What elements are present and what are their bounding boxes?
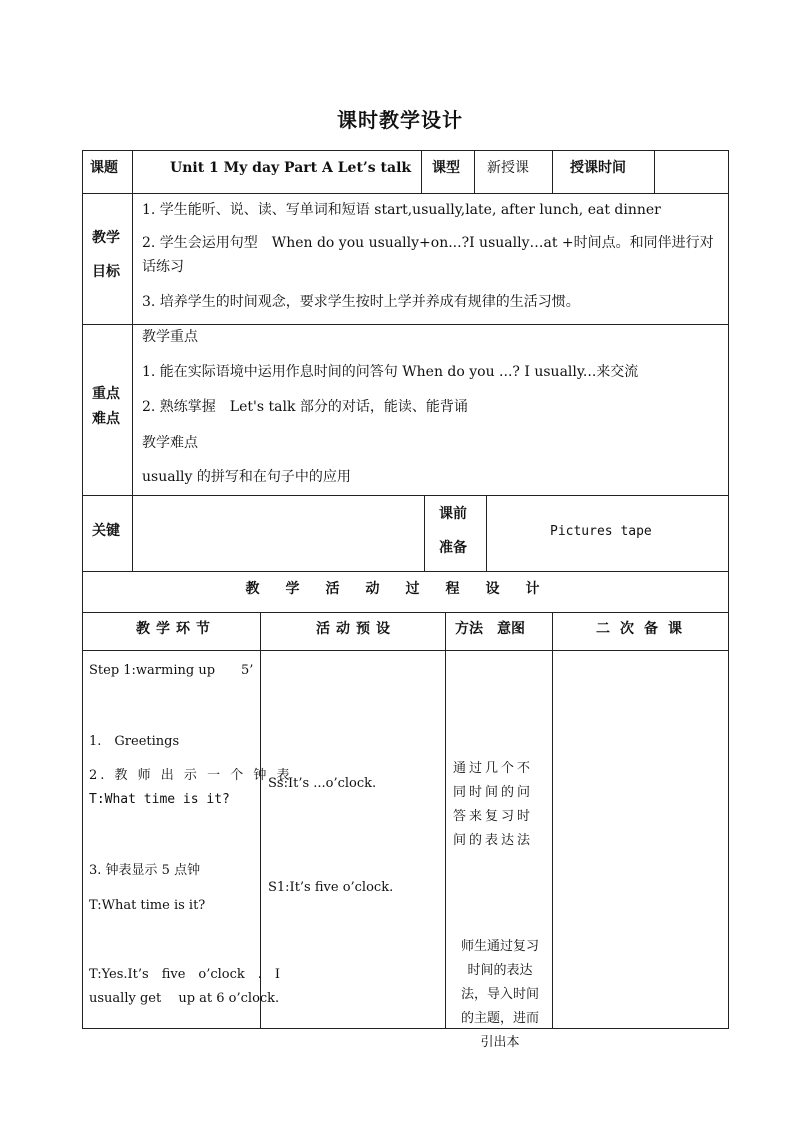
intent-1: 通过几个不同时间的问答来复习时间的表达法 xyxy=(453,761,534,848)
col-divider xyxy=(424,495,425,572)
clock-question: T:What time is it? xyxy=(89,792,230,807)
row-divider xyxy=(82,495,729,496)
objective-line-3: 3. 培养学生的时间观念，要求学生按时上学并养成有规律的生活习惯。 xyxy=(142,294,580,310)
col-divider xyxy=(654,150,655,194)
key-point-2: 2. 熟练掌握 Let's talk 部分的对话，能读、能背诵 xyxy=(142,399,468,415)
row-divider xyxy=(82,193,729,194)
process-banner: 教学活动过程设计 xyxy=(245,581,566,597)
objectives-label-2: 目标 xyxy=(92,264,120,280)
activity-2: S1:It’s five o’clock. xyxy=(268,880,394,895)
clock-five: 3. 钟表显示 5 点钟 xyxy=(89,863,201,878)
row-divider xyxy=(82,650,729,651)
row-divider xyxy=(82,571,729,572)
key-point-1: 1. 能在实际语境中运用作息时间的问答句 When do you ...? I usually...来交流 xyxy=(142,364,639,380)
objective-line-2-cont: 话练习 xyxy=(142,259,184,275)
col-header-method: 方法 意图 xyxy=(455,621,525,637)
key-label: 关键 xyxy=(92,523,120,539)
type-value: 新授课 xyxy=(487,160,529,176)
col-header-revision: 二次备课 xyxy=(596,621,692,637)
row-divider xyxy=(82,612,729,613)
objectives-label-1: 教学 xyxy=(92,230,120,246)
topic-label: 课题 xyxy=(90,160,118,176)
col-divider xyxy=(445,612,446,1029)
clock-show: 2. 教 师 出 示 一 个 钟 表 xyxy=(89,768,293,783)
col-divider xyxy=(552,150,553,194)
teacher-yes-1: T:Yes.It’s five o’clock . I xyxy=(89,967,281,982)
col-header-activity: 活动预设 xyxy=(316,621,396,637)
col-divider xyxy=(474,150,475,194)
time-label: 授课时间 xyxy=(570,160,626,176)
focus-label-2: 难点 xyxy=(92,411,120,427)
objective-line-2: 2. 学生会运用句型 When do you usually+on...?I usually…at +时间点。和同伴进行对 xyxy=(142,235,714,251)
col-divider xyxy=(552,612,553,1029)
difficult-heading: 教学难点 xyxy=(142,435,198,451)
prep-value: Pictures tape xyxy=(550,524,652,539)
col-divider xyxy=(421,150,422,194)
key-heading: 教学重点 xyxy=(142,329,198,345)
type-label: 课型 xyxy=(432,160,460,176)
clock-question-2: T:What time is it? xyxy=(89,898,206,913)
prep-label-1: 课前 xyxy=(439,506,467,522)
page-title: 课时教学设计 xyxy=(337,108,463,132)
step-1-title: Step 1:warming up 5’ xyxy=(89,663,254,678)
focus-label-1: 重点 xyxy=(92,386,120,402)
prep-label-2: 准备 xyxy=(439,540,467,556)
topic-value: Unit 1 My day Part A Let’s talk xyxy=(170,160,412,176)
teacher-yes-2: usually get up at 6 o’clock. xyxy=(89,991,280,1006)
col-header-stage: 教学环节 xyxy=(136,621,216,637)
difficult-point-1: usually 的拼写和在句子中的应用 xyxy=(142,469,351,485)
row-divider xyxy=(82,324,729,325)
col-divider xyxy=(132,150,133,571)
greetings: 1. Greetings xyxy=(89,734,180,749)
objective-line-1: 1. 学生能听、说、读、写单词和短语 start,usually,late, after lunch, eat dinner xyxy=(142,202,661,218)
intent-2: 师生通过复习时间的表达法，导入时间的主题，进而引出本 xyxy=(460,939,539,1050)
col-divider xyxy=(486,495,487,572)
activity-1: Ss:It’s ...o’clock. xyxy=(268,776,377,791)
